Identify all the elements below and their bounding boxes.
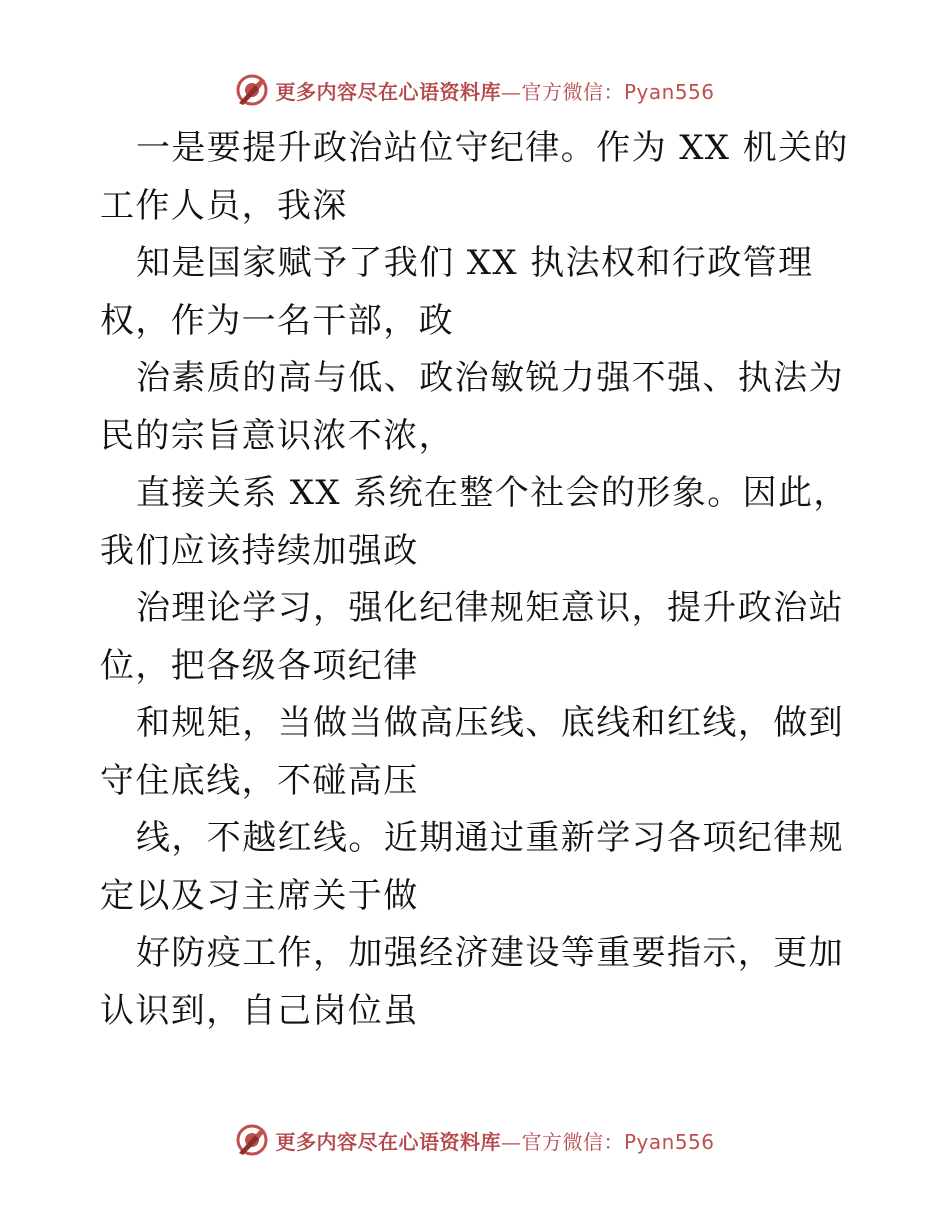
document-body <box>100 120 860 1040</box>
paragraph: 好防疫工作，加强经济建设等重要指示，更加认识到，自己岗位虽 <box>100 933 844 1031</box>
watermark-wechat-id: Pyan556 <box>623 79 715 104</box>
watermark-label: 官方微信： <box>521 79 624 104</box>
paragraph: 直接关系 XX 系统在整个社会的形象。因此，我们应该持续加强政 <box>100 473 849 571</box>
footer-watermark <box>0 1120 950 1160</box>
watermark-brand: 更多内容尽在心语资料库 <box>275 79 501 104</box>
paragraph: 线，不越红线。近期通过重新学习各项纪律规定以及习主席关于做 <box>100 818 844 916</box>
watermark-label: 官方微信： <box>521 1129 624 1154</box>
pen-logo-icon <box>235 1123 269 1157</box>
paragraph: 一是要提升政治站位守纪律。作为 XX 机关的工作人员，我深 <box>100 128 849 226</box>
watermark-wechat-id: Pyan556 <box>623 1129 715 1154</box>
paragraph: 治素质的高与低、政治敏锐力强不强、执法为民的宗旨意识浓不浓， <box>100 358 844 456</box>
watermark-dash: — <box>500 79 522 104</box>
paragraph: 治理论学习，强化纪律规矩意识，提升政治站位，把各级各项纪律 <box>100 588 844 686</box>
watermark-brand: 更多内容尽在心语资料库 <box>275 1129 501 1154</box>
pen-logo-icon <box>235 73 269 107</box>
paragraph: 知是国家赋予了我们 XX 执法权和行政管理权，作为一名干部，政 <box>100 243 814 341</box>
watermark-dash: — <box>500 1129 522 1154</box>
header-watermark <box>0 70 950 110</box>
paragraph: 和规矩，当做当做高压线、底线和红线，做到守住底线，不碰高压 <box>100 703 844 801</box>
